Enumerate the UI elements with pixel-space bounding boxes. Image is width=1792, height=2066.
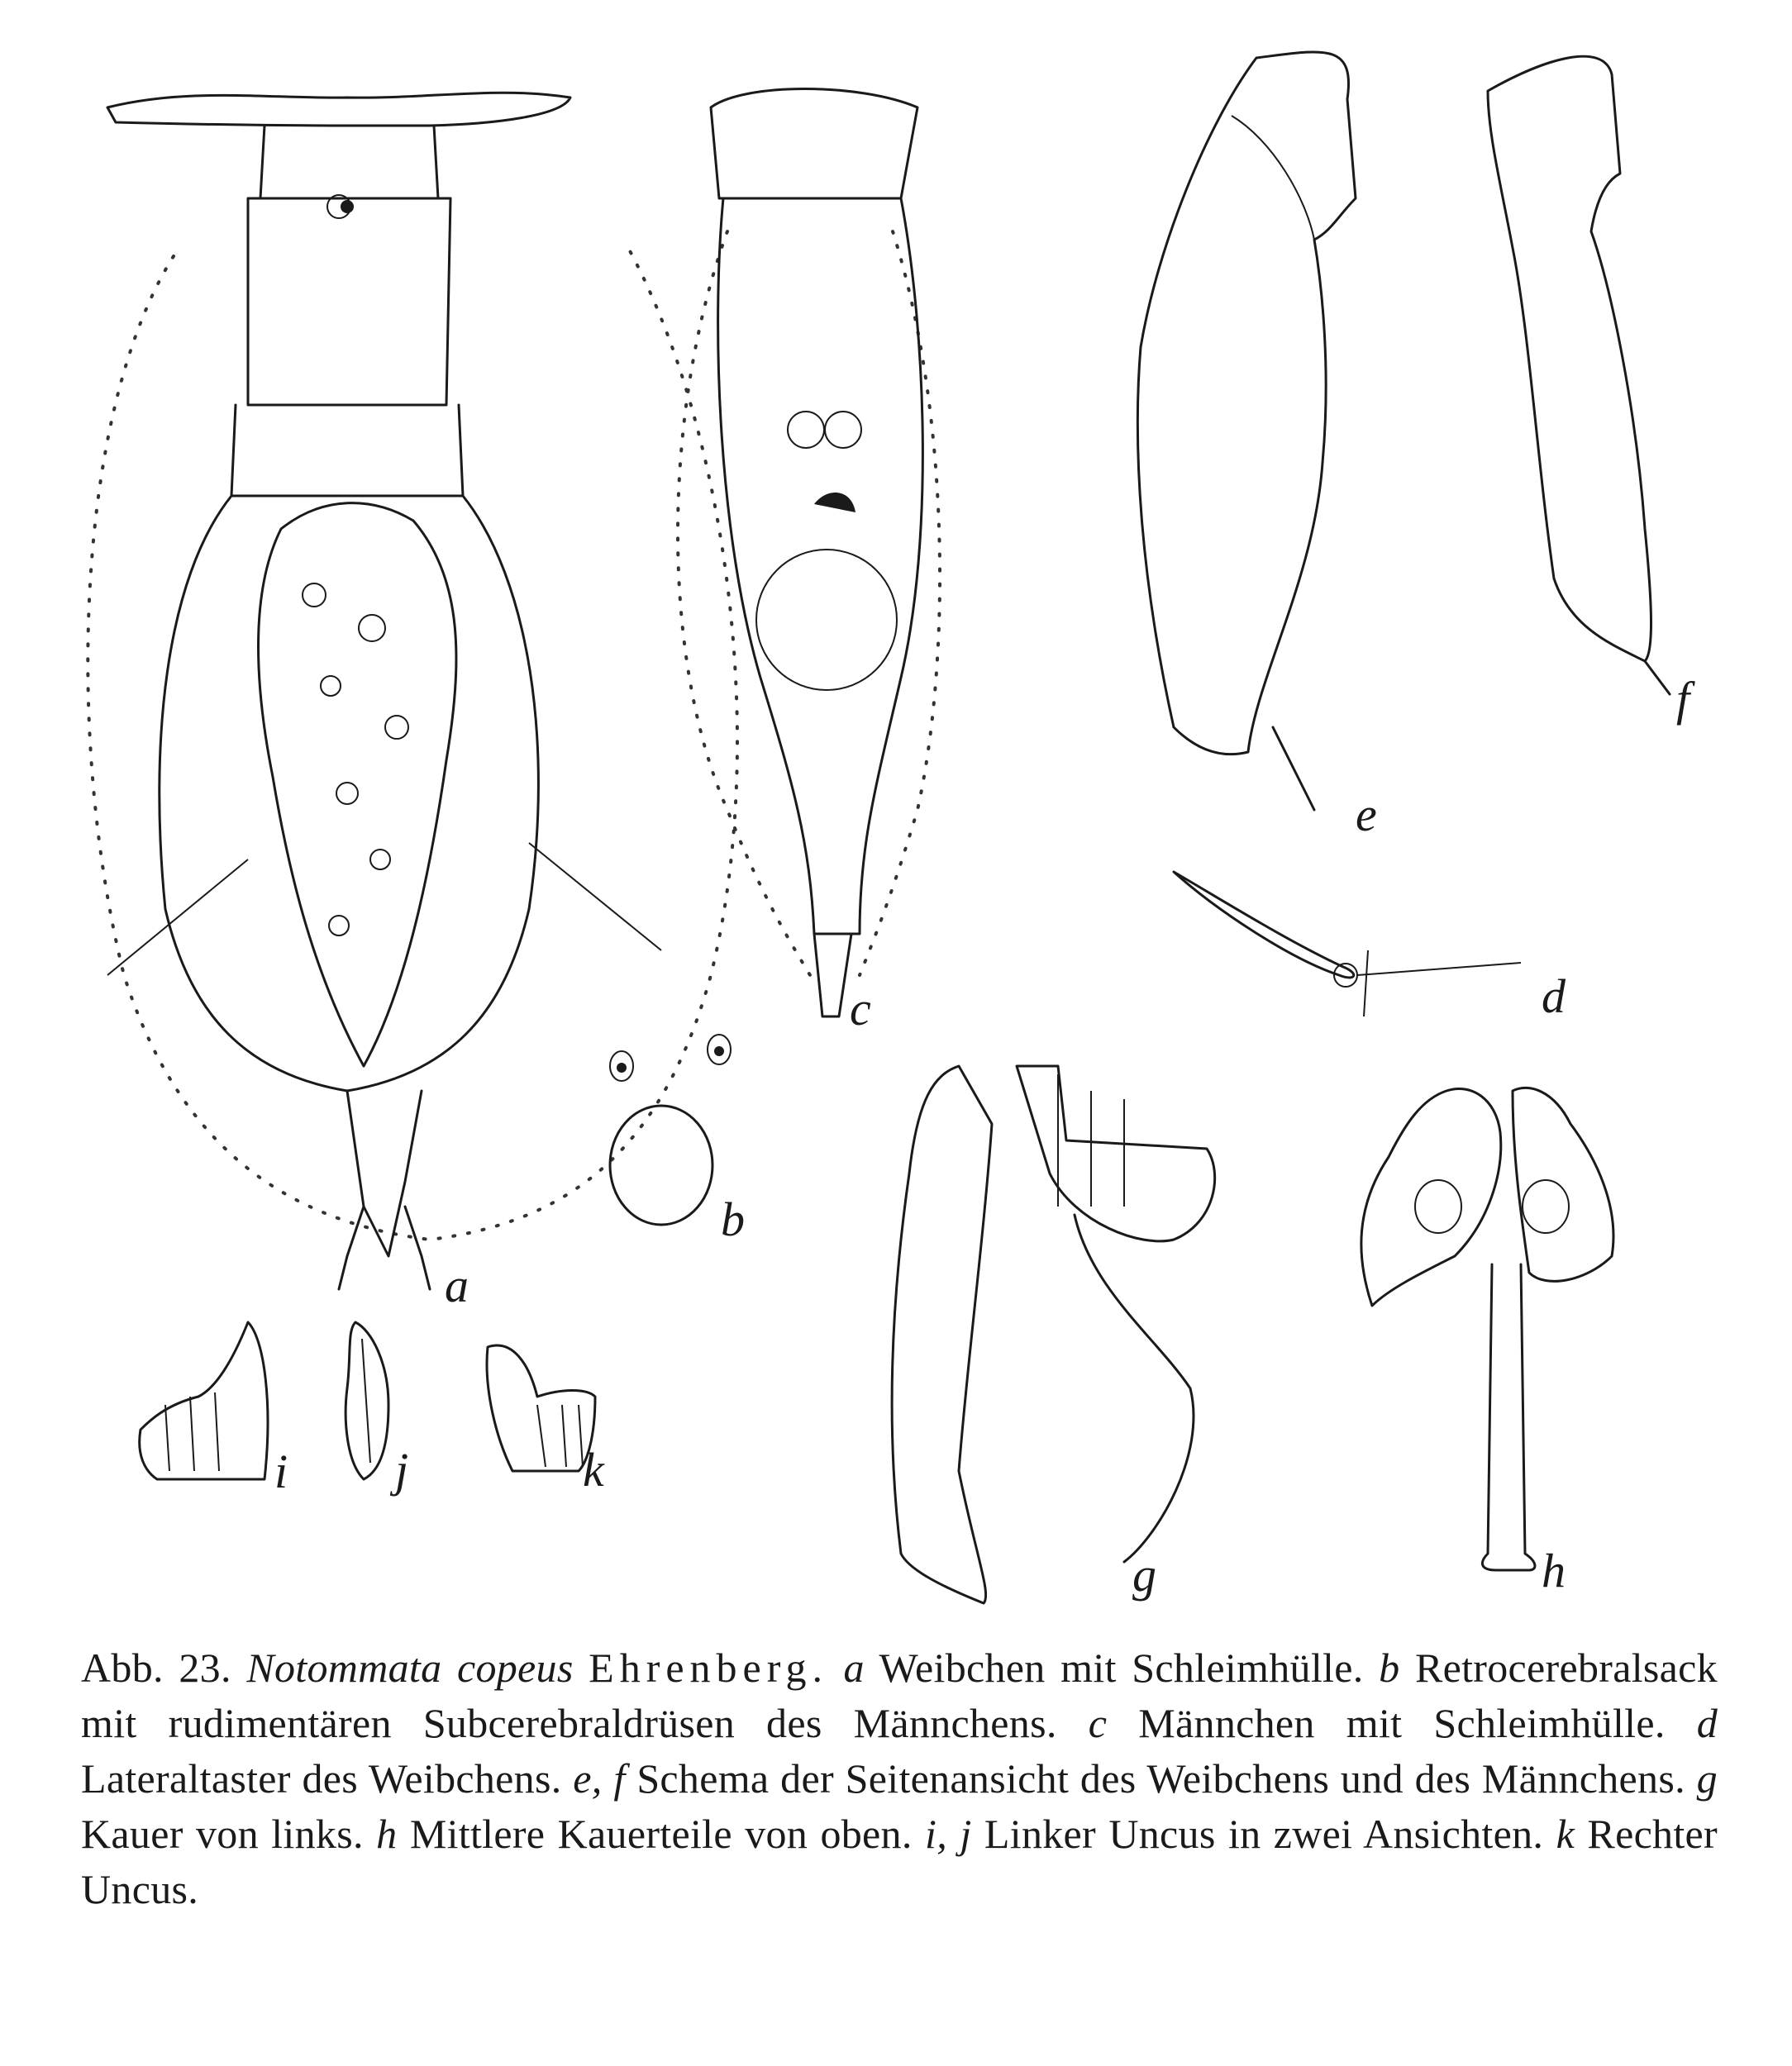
panel-j-left-uncus-second-view-drawing [346, 1322, 408, 1497]
panel-label-g: g [1132, 1548, 1156, 1602]
panel-b-retrocerebral-sac-drawing [610, 1035, 745, 1246]
caption-label-ef: e, f [573, 1755, 626, 1802]
panel-label-f: f [1676, 672, 1690, 726]
panel-label-e: e [1356, 788, 1377, 841]
caption-text-a: Weibchen mit Schleimhülle. [879, 1645, 1364, 1691]
caption-label-k: k [1556, 1811, 1575, 1857]
caption-label-c: c [1088, 1700, 1108, 1746]
panel-k-right-uncus-drawing [487, 1345, 605, 1497]
panel-label-k: k [583, 1443, 604, 1497]
panel-a-female-drawing [88, 93, 737, 1312]
caption-text-d: Lateraltaster des Weibchens. [81, 1755, 562, 1802]
figure-caption [81, 1640, 1718, 1917]
panel-label-i: i [274, 1445, 288, 1498]
caption-text-b: Retrocerebralsack mit rudimentären Subcerebraldrüsen des Männchens. [81, 1645, 1718, 1746]
panel-label-d: d [1542, 969, 1566, 1023]
caption-text-ef: Schema der Seitenansicht des Weibchens und des Männchens. [636, 1755, 1685, 1802]
caption-text-h: Mittlere Kauerteile von oben. [409, 1811, 913, 1857]
caption-label-ij: i, j [925, 1811, 972, 1857]
caption-label-b: b [1379, 1645, 1400, 1691]
panel-d-lateral-antenna-drawing [1174, 872, 1566, 1023]
panel-g-mastax-drawing [892, 1066, 1215, 1603]
caption-author: Ehrenberg. [589, 1645, 828, 1691]
caption-prefix: Abb. 23. [81, 1645, 231, 1691]
caption-species: Notommata copeus [246, 1645, 574, 1691]
panel-label-a: a [445, 1259, 469, 1312]
caption-text-c: Männchen mit Schleimhülle. [1138, 1700, 1666, 1746]
panel-h-middle-mastax-parts-drawing [1361, 1088, 1613, 1597]
caption-label-d: d [1696, 1700, 1718, 1746]
caption-label-h: h [376, 1811, 398, 1857]
caption-label-a: a [843, 1645, 865, 1691]
panel-label-c: c [850, 982, 871, 1035]
panel-e-female-side-view-drawing [1137, 52, 1376, 841]
panel-label-j: j [395, 1443, 409, 1497]
caption-text-ij: Linker Uncus in zwei Ansichten. [984, 1811, 1544, 1857]
caption-label-g: g [1696, 1755, 1718, 1802]
panel-c-male-drawing [678, 89, 940, 1036]
panel-label-h: h [1542, 1544, 1566, 1597]
panel-label-b: b [721, 1192, 745, 1246]
caption-text-k: Rechter Uncus. [81, 1811, 1718, 1912]
panel-f-male-side-view-drawing [1488, 56, 1695, 726]
panel-i-left-uncus-drawing [140, 1322, 288, 1498]
caption-text-g: Kauer von links. [81, 1811, 364, 1857]
